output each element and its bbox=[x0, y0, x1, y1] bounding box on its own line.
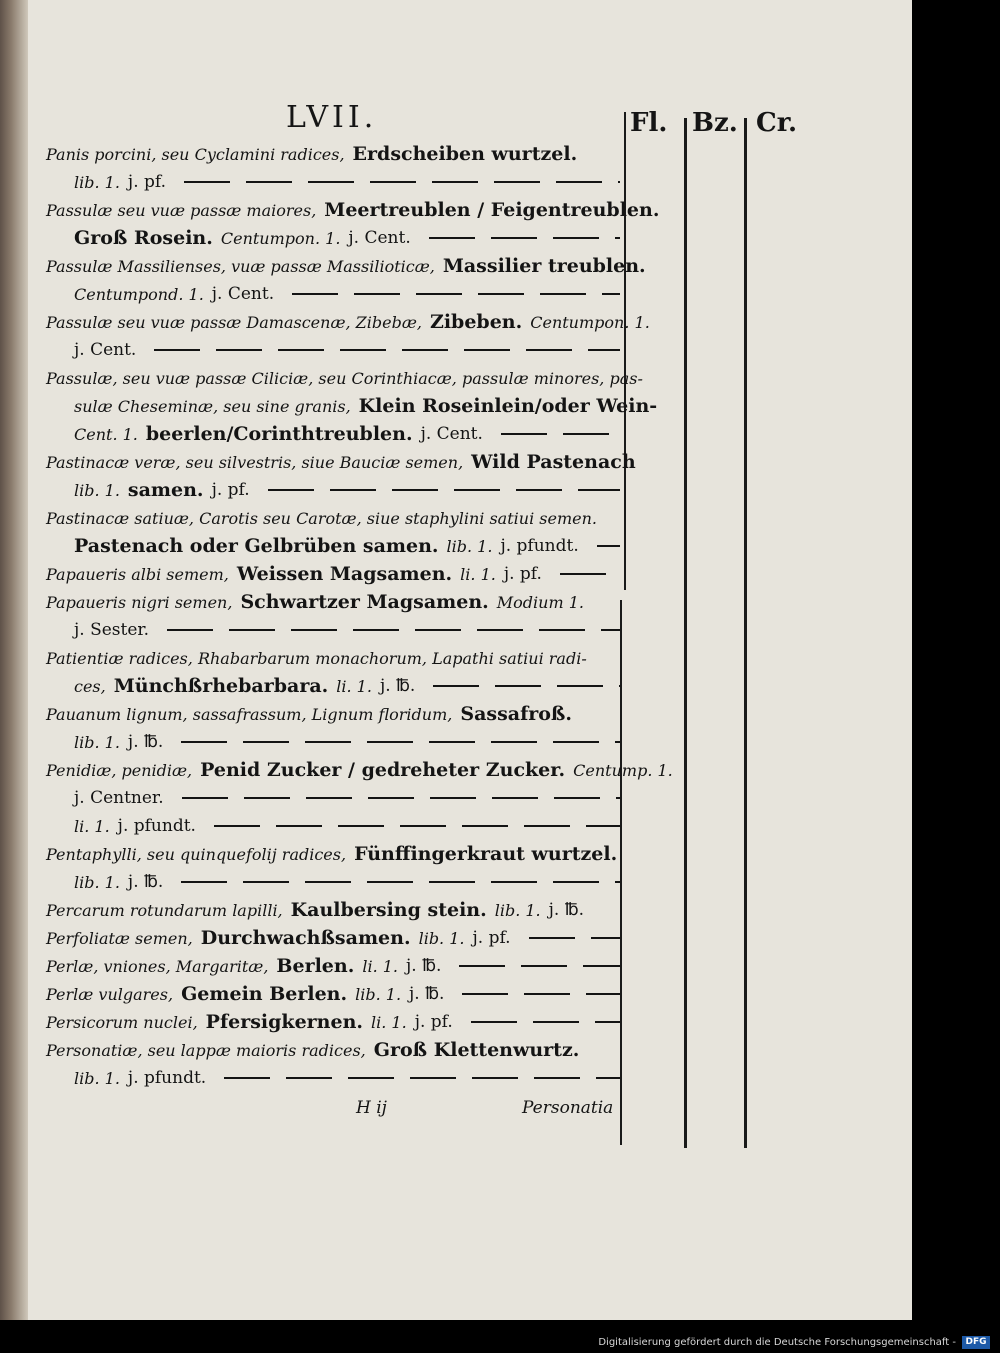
price-leader-dashes bbox=[167, 629, 620, 631]
latin-name: li. 1. bbox=[74, 816, 110, 836]
latin-name: Papaueris nigri semen, bbox=[46, 592, 233, 612]
latin-name: Pastinacæ veræ, seu silvestris, siue Bauciæ semen, bbox=[46, 452, 464, 472]
list-item bbox=[46, 700, 620, 756]
measure-unit: j. ℔. bbox=[406, 956, 442, 976]
column-header-cr: Cr. bbox=[756, 108, 798, 138]
german-name: samen. bbox=[127, 479, 204, 501]
page-binding bbox=[0, 0, 28, 1320]
entry-line bbox=[46, 504, 620, 532]
entry-line bbox=[46, 140, 620, 168]
funding-credit: Digitalisierung gefördert durch die Deutsche Forschungsgemeinschaft - bbox=[598, 1337, 956, 1348]
measure-unit: j. pfundt. bbox=[127, 1068, 207, 1088]
list-item bbox=[46, 196, 660, 252]
german-name: beerlen/Corinthtreublen. bbox=[145, 423, 413, 445]
latin-name: ces, bbox=[74, 676, 106, 696]
latin-name: Passulæ Massilienses, vuæ passæ Massilioticæ, bbox=[46, 256, 435, 276]
dfg-logo: DFG bbox=[962, 1336, 990, 1349]
german-name: Pfersigkernen. bbox=[205, 1011, 364, 1033]
measure-unit: j. pf. bbox=[472, 928, 511, 948]
latin-name: li. 1. bbox=[362, 956, 398, 976]
entry-line bbox=[46, 644, 620, 672]
latin-name: li. 1. bbox=[460, 564, 496, 584]
page-number: LVII. bbox=[286, 100, 378, 135]
measure-unit: j. pfundt. bbox=[117, 816, 196, 836]
entry-line bbox=[46, 392, 658, 420]
latin-name: Panis porcini, seu Cyclamini radices, bbox=[46, 144, 345, 164]
column-rule-3 bbox=[744, 118, 747, 1148]
price-leader-dashes bbox=[560, 573, 620, 575]
measure-unit: j. ℔. bbox=[409, 984, 445, 1004]
measure-unit: j. Centner. bbox=[74, 788, 164, 808]
german-name: Groß Klettenwurtz. bbox=[373, 1039, 580, 1061]
list-item bbox=[46, 840, 620, 896]
entry-line bbox=[46, 840, 620, 868]
latin-name: Perlæ, vniones, Margaritæ, bbox=[46, 956, 269, 976]
latin-name: lib. 1. bbox=[446, 536, 493, 556]
price-leader-dashes bbox=[471, 1021, 620, 1023]
latin-name: Pentaphylli, seu quinquefolij radices, bbox=[46, 844, 347, 864]
entry-list bbox=[46, 140, 673, 1092]
list-item bbox=[46, 448, 636, 504]
latin-name: Pastinacæ satiuæ, Carotis seu Carotæ, siue staphylini satiui semen. bbox=[46, 508, 597, 528]
entry-line bbox=[46, 280, 620, 308]
entry-line bbox=[46, 868, 620, 896]
catchword: Personatia bbox=[522, 1098, 614, 1118]
price-leader-dashes bbox=[501, 433, 620, 435]
measure-unit: j. Sester. bbox=[74, 620, 150, 640]
latin-name: Modium 1. bbox=[496, 592, 584, 612]
latin-name: Cent. 1. bbox=[74, 424, 138, 444]
column-rule-2 bbox=[684, 118, 687, 1148]
german-name: Schwartzer Magsamen. bbox=[240, 591, 489, 613]
latin-name: lib. 1. bbox=[355, 984, 402, 1004]
entry-line bbox=[46, 588, 620, 616]
price-leader-dashes bbox=[292, 293, 620, 295]
entry-line bbox=[46, 1008, 620, 1036]
entry-line bbox=[46, 700, 620, 728]
latin-name: lib. 1. bbox=[74, 480, 120, 500]
column-rule-1b bbox=[620, 600, 622, 1145]
entry-line bbox=[46, 168, 620, 196]
column-header-fl: Fl. bbox=[630, 108, 668, 138]
latin-name: Passulæ seu vuæ passæ Damascenæ, Zibebæ, bbox=[46, 312, 422, 332]
list-item bbox=[46, 896, 620, 924]
latin-name: lib. 1. bbox=[494, 900, 541, 920]
latin-name: Persicorum nuclei, bbox=[46, 1012, 198, 1032]
entry-line bbox=[46, 924, 620, 952]
latin-name: sulæ Cheseminæ, seu sine granis, bbox=[74, 396, 351, 416]
entry-line bbox=[46, 952, 620, 980]
latin-name: Percarum rotundarum lapilli, bbox=[46, 900, 283, 920]
list-item bbox=[46, 980, 620, 1008]
latin-name: lib. 1. bbox=[74, 172, 120, 192]
measure-unit: j. Cent. bbox=[74, 340, 137, 360]
list-item bbox=[46, 364, 658, 448]
latin-name: li. 1. bbox=[336, 676, 372, 696]
list-item bbox=[46, 1008, 620, 1036]
price-leader-dashes bbox=[459, 965, 620, 967]
list-item bbox=[46, 756, 673, 840]
latin-name: Personatiæ, seu lappæ maioris radices, bbox=[46, 1040, 366, 1060]
list-item bbox=[46, 924, 620, 952]
price-leader-dashes bbox=[529, 937, 620, 939]
measure-unit: j. Cent. bbox=[211, 284, 275, 304]
entry-line bbox=[46, 308, 650, 336]
german-name: Durchwachßsamen. bbox=[200, 927, 411, 949]
latin-name: lib. 1. bbox=[74, 872, 120, 892]
entry-line bbox=[46, 420, 620, 448]
german-name: Zibeben. bbox=[429, 311, 523, 333]
list-item bbox=[46, 140, 620, 196]
price-leader-dashes bbox=[214, 825, 620, 827]
signature-mark: H ij bbox=[356, 1098, 387, 1118]
measure-unit: j. pf. bbox=[503, 564, 542, 584]
list-item bbox=[46, 504, 620, 560]
column-rule-1a bbox=[624, 112, 626, 590]
price-leader-dashes bbox=[184, 181, 620, 183]
measure-unit: j. ℔. bbox=[379, 676, 416, 696]
entry-line bbox=[46, 560, 620, 588]
list-item bbox=[46, 588, 620, 644]
latin-name: lib. 1. bbox=[74, 1068, 120, 1088]
measure-unit: j. ℔. bbox=[127, 872, 164, 892]
latin-name: lib. 1. bbox=[418, 928, 465, 948]
entry-line bbox=[46, 896, 620, 924]
price-leader-dashes bbox=[268, 489, 620, 491]
entry-line bbox=[46, 616, 620, 644]
german-name: Erdscheiben wurtzel. bbox=[352, 143, 578, 165]
price-leader-dashes bbox=[224, 1077, 620, 1079]
price-leader-dashes bbox=[154, 349, 620, 351]
german-name: Berlen. bbox=[276, 955, 355, 977]
list-item bbox=[46, 560, 620, 588]
measure-unit: j. pf. bbox=[127, 172, 166, 192]
german-name: Penid Zucker / gedreheter Zucker. bbox=[200, 759, 566, 781]
german-name: Klein Roseinlein/oder Wein- bbox=[358, 395, 658, 417]
entry-line bbox=[46, 448, 636, 476]
measure-unit: j. pf. bbox=[211, 480, 250, 500]
list-item bbox=[46, 252, 646, 308]
latin-name: Passulæ seu vuæ passæ maiores, bbox=[46, 200, 317, 220]
latin-name: Centumpon. 1. bbox=[530, 312, 650, 332]
entry-line bbox=[46, 756, 673, 784]
price-leader-dashes bbox=[597, 545, 620, 547]
latin-name: Centumpond. 1. bbox=[74, 284, 204, 304]
german-name: Gemein Berlen. bbox=[181, 983, 348, 1005]
german-name: Wild Pastenach bbox=[471, 451, 636, 473]
german-name: Massilier treublen. bbox=[442, 255, 646, 277]
list-item bbox=[46, 644, 620, 700]
price-leader-dashes bbox=[433, 685, 620, 687]
latin-name: Centumpon. 1. bbox=[220, 228, 341, 248]
column-header-bz: Bz. bbox=[692, 108, 738, 138]
german-name: Groß Rosein. bbox=[74, 227, 213, 249]
entry-line bbox=[46, 672, 620, 700]
list-item bbox=[46, 952, 620, 980]
measure-unit: j. Cent. bbox=[348, 228, 411, 248]
entry-line bbox=[46, 812, 620, 840]
price-leader-dashes bbox=[182, 797, 620, 799]
measure-unit: j. Cent. bbox=[420, 424, 483, 444]
measure-unit: j. ℔. bbox=[548, 900, 585, 920]
entry-line bbox=[46, 224, 620, 252]
entry-line bbox=[46, 1064, 620, 1092]
measure-unit: j. ℔. bbox=[127, 732, 164, 752]
latin-name: Centump. 1. bbox=[573, 760, 673, 780]
measure-unit: j. pf. bbox=[414, 1012, 453, 1032]
price-leader-dashes bbox=[181, 881, 620, 883]
entry-line bbox=[46, 252, 646, 280]
entry-line bbox=[46, 532, 620, 560]
latin-name: Perlæ vulgares, bbox=[46, 984, 174, 1004]
latin-name: Papaueris albi semem, bbox=[46, 564, 229, 584]
latin-name: Passulæ, seu vuæ passæ Ciliciæ, seu Corinthiacæ, passulæ minores, pas- bbox=[46, 368, 643, 388]
entry-line bbox=[46, 980, 620, 1008]
entry-line bbox=[46, 364, 643, 392]
measure-unit: j. pfundt. bbox=[500, 536, 579, 556]
list-item bbox=[46, 308, 650, 364]
entry-line bbox=[46, 1036, 620, 1064]
entry-line bbox=[46, 476, 620, 504]
entry-line bbox=[46, 196, 660, 224]
german-name: Weissen Magsamen. bbox=[236, 563, 453, 585]
latin-name: li. 1. bbox=[371, 1012, 407, 1032]
entry-line bbox=[46, 336, 620, 364]
price-leader-dashes bbox=[181, 741, 620, 743]
latin-name: Patientiæ radices, Rhabarbarum monachorum, Lapathi satiui radi- bbox=[46, 648, 587, 668]
latin-name: Pauanum lignum, sassafrassum, Lignum floridum, bbox=[46, 704, 453, 724]
latin-name: Penidiæ, penidiæ, bbox=[46, 760, 193, 780]
german-name: Kaulbersing stein. bbox=[290, 899, 487, 921]
list-item bbox=[46, 1036, 620, 1092]
price-leader-dashes bbox=[462, 993, 620, 995]
latin-name: Perfoliatæ semen, bbox=[46, 928, 193, 948]
german-name: Pastenach oder Gelbrüben samen. bbox=[74, 535, 439, 557]
german-name: Münchßrhebarbara. bbox=[113, 675, 329, 697]
latin-name: lib. 1. bbox=[74, 732, 120, 752]
german-name: Meertreublen / Feigentreublen. bbox=[324, 199, 660, 221]
price-leader-dashes bbox=[429, 237, 620, 239]
entry-line bbox=[46, 728, 620, 756]
german-name: Fünffingerkraut wurtzel. bbox=[354, 843, 618, 865]
entry-line bbox=[46, 784, 620, 812]
german-name: Sassafroß. bbox=[460, 703, 572, 725]
